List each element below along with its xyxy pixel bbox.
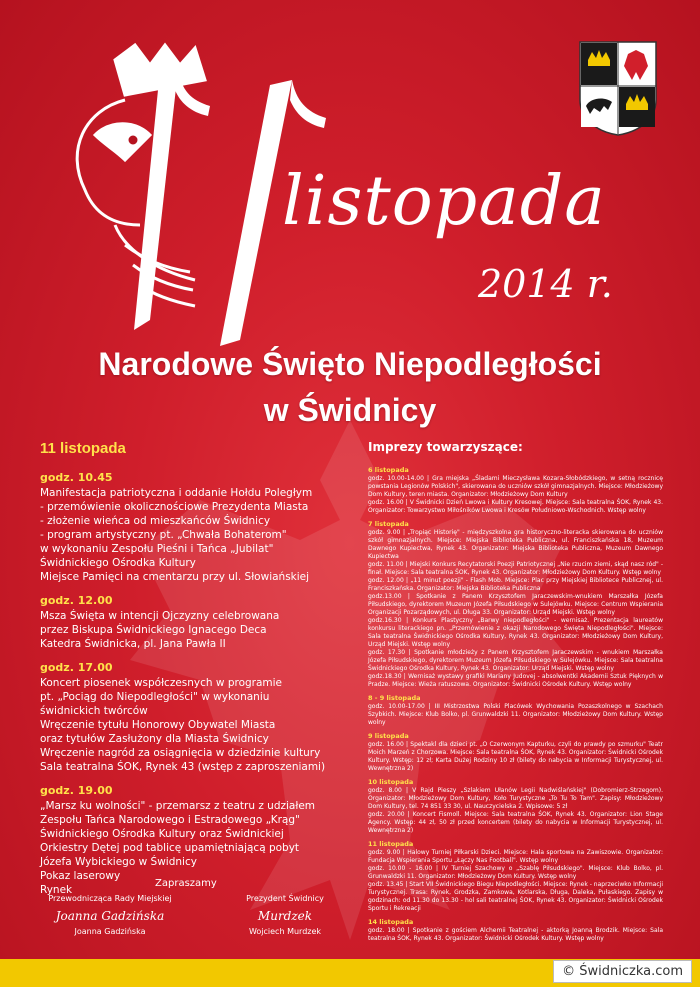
- event-line: - program artystyczny pt. „Chwała Bohaterom": [40, 529, 287, 541]
- side-event-date: 8 - 9 listopada: [368, 694, 421, 702]
- event-line: Wręczenie tytułu Honorowy Obywatel Miasta: [40, 719, 276, 731]
- event-line: Rynek: [40, 884, 73, 896]
- event-line: - złożenie wieńca od mieszkańców Świdnicy: [40, 515, 271, 527]
- event-line: Koncert piosenek współczesnych w programie: [40, 677, 283, 689]
- main-program: [40, 440, 335, 907]
- side-event-day: [368, 694, 663, 727]
- signature-scrawl-right: Murdzek: [257, 909, 313, 923]
- side-event-item: godz.18.30 | Wernisaż wystawy grafiki Mariany Judovej - absolwentki Akademii Sztuk Pięknych w Pradze. Miejsce: Wieża ratuszowa. Organizator: Świdnicki Ośrodek Kultury. Wstęp wolny: [368, 673, 663, 688]
- side-event-item: godz. 9.00 | „Tropiąc Historię" - międzyszkolna gra historyczno-literacka skierowana do uczniów szkół gimnazjalnych. Miejsce: Miejska Biblioteka Publiczna, ul. Franciszkańska 18, Muzeum Dawnego Kupiectwa, Rynek 43. Organizator: Miejska Biblioteka Publiczna, Muzeum Dawnego Kupiectwa: [368, 529, 663, 560]
- event-line: Sala teatralna ŚOK, Rynek 43 (wstęp z zaproszeniami): [40, 761, 326, 773]
- event-time: godz. 12.00: [40, 594, 113, 607]
- side-event-day: [368, 840, 663, 913]
- event-line: „Marsz ku wolności" - przemarsz z teatru z udziałem: [40, 800, 316, 812]
- side-event-item: godz. 18.00 | Spotkanie z gościem Alchemii Teatralnej - aktorką Joanną Brodzik. Miejsce: Sala teatralna ŚOK, Rynek 43. Organizator: Świdnicki Ośrodek Kultury. Wstęp wolny: [368, 927, 663, 942]
- side-event-date: 7 listopada: [368, 520, 409, 528]
- program-date: 11 listopada: [40, 440, 126, 457]
- side-event-item: godz.16.30 | Konkurs Plastyczny „Barwy niepodległości" - wernisaż. Prezentacja laureatów konkursu literackiego pn. „Przemówienie z okazji Narodowego Święta Niepodległości". Miejsce: Sala teatralna Świdnickiego Ośrodka Kultury, Rynek 43. Organizator: Młodzieżowy Dom Kultury, Urząd Miejski. Wstęp wolny: [368, 617, 663, 648]
- signature-role-right: Prezydent Świdnicy: [246, 894, 324, 903]
- event-line: Świdnickiego Ośrodka Kultury oraz Świdnickiej: [40, 828, 284, 840]
- event-line: Msza Święta w intencji Ojczyzny celebrowana: [40, 610, 280, 622]
- side-event-item: godz.13.00 | Spotkanie z Panem Krzysztofem Jaraczewskim-wnukiem Marszałka Józefa Piłsudskiego, dyrektorem Muzeum Józefa Piłsudskiego w Sulejówku. Miejsce: Centrum Wspierania Organizacji Pozarządowych, ul. Długa 33. Organizator: Urząd Miejski. Wstęp wolny: [368, 593, 663, 616]
- watermark-credit: © Świdniczka.com: [553, 960, 692, 983]
- title-listopada: listopada: [282, 162, 606, 241]
- event-line: - przemówienie okolicznościowe Prezydenta Miasta: [40, 501, 309, 513]
- title-year: 2014 r.: [478, 262, 613, 306]
- side-event-item: godz. 16.00 | Spektakl dla dzieci pt. „O Czerwonym Kapturku, czyli do prawdy po szmurku" Teatr Moich Marzeń z Chorzowa. Miejsce: Sala teatralna ŚOK, Rynek 43. Organizator: Świdnicki Ośrodek Kultury. Wstęp: 12 zł; Karta Dużej Rodziny 10 zł (bilety do nabycia w Informacji Turystycznej, ul. Wewnętrzna 2): [368, 741, 663, 772]
- side-event-item: godz. 11.00 | Miejski Konkurs Recytatorski Poezji Patriotycznej „Nie rzucim ziemi, skąd nasz ród" - finał. Miejsce: Sala teatralna ŚOK, Rynek 43. Organizator: Młodzieżowy Dom Kultury. Wstęp wolny: [368, 561, 663, 576]
- event-line: Świdnickiego Ośrodka Kultury: [40, 557, 196, 569]
- side-event-date: 6 listopada: [368, 466, 409, 474]
- event-line: Józefa Wybickiego w Świdnicy: [40, 856, 197, 868]
- event-line: pt. „Pociąg do Niepodległości" w wykonaniu: [40, 691, 270, 703]
- event-time: godz. 19.00: [40, 784, 113, 797]
- side-event-day: [368, 520, 663, 689]
- event-line: Katedra Świdnicka, pl. Jana Pawła II: [40, 638, 226, 650]
- event-line: w wykonaniu Zespołu Pieśni i Tańca „Jubilat": [40, 543, 274, 555]
- event-line: oraz tytułów Zasłużony dla Miasta Świdnicy: [40, 733, 269, 745]
- side-event-date: 9 listopada: [368, 732, 409, 740]
- event-line: Miejsce Pamięci na cmentarzu przy ul. Słowiańskiej: [40, 571, 310, 583]
- side-event-date: 10 listopada: [368, 778, 414, 786]
- side-event-item: godz. 20.00 | Koncert Fismoll. Miejsce: Sala teatralna ŚOK, Rynek 43. Organizator: Lion Stage Agency. Wstęp: 44 zł, 50 zł przed koncertem (bilety do nabycia w Informacji Turystycznej, ul. Wewnętrzna 2): [368, 811, 663, 834]
- side-event-day: [368, 778, 663, 835]
- signature-block-right: [225, 894, 345, 936]
- program-events: [40, 471, 335, 897]
- program-event: [40, 471, 335, 584]
- headline-city: w Świdnicy: [263, 392, 437, 428]
- side-event-item: godz. 16.00 | V Świdnicki Dzień Lwowa i Kultury Kresowej. Miejsce: Sala teatralna ŚOK, Rynek 43. Organizator: Towarzystwo Miłośników Lwowa i Kresów Południowo-Wschodnich. Wstęp wolny: [368, 499, 663, 514]
- side-event-day: [368, 732, 663, 773]
- headline-main: Narodowe Święto Niepodległości: [98, 346, 602, 382]
- side-event-date: 14 listopada: [368, 918, 414, 926]
- event-time: godz. 17.00: [40, 661, 113, 674]
- event-line: Zespołu Tańca Narodowego i Estradowego „Krąg": [40, 814, 300, 826]
- side-event-item: godz. 12.00 | „11 minut poezji" - Flash Mob. Miejsce: Plac przy Miejskiej Bibliotece Publicznej, ul. Franciszkańska. Organizator: Miejska Biblioteka Publiczna: [368, 577, 663, 592]
- event-line: świdnickich twórców: [40, 705, 148, 717]
- side-event-item: godz. 17.30 | Spotkanie młodzieży z Panem Krzysztofem Jaraczewskim - wnukiem Marszałka Józefa Piłsudskiego, dyrektorem Muzeum Józefa Piłsudskiego w Sulejówku. Miejsce: Sala teatralna Świdnickiego Ośrodka Kultury, Rynek 43. Organizator: Urząd Miejski. Wstęp wolny: [368, 649, 663, 672]
- side-event-item: godz. 10.00-14.00 | Gra miejska „Śladami Mieczysława Kozara-Słobódzkiego, w setną rocznicę powstania Legionów Polskich", skierowana do uczniów szkół gimnazjalnych. Miejsce: Młodzieżowy Dom Kultury, teren miasta. Organizator: Młodzieżowy Dom Kultury: [368, 475, 663, 498]
- side-event-item: godz. 10.00 - 16.00 | IV Turniej Szachowy o „Szablę Piłsudskiego". Miejsce: Klub Bolko, pl. Grunwaldzki 11. Organizator: Młodzieżowy Dom Kultury. Wstęp wolny: [368, 865, 663, 880]
- invitation-heading: Zapraszamy: [155, 878, 217, 889]
- program-event: [40, 594, 335, 651]
- event-line: przez Biskupa Świdnickiego Ignacego Deca: [40, 624, 267, 636]
- side-event-item: godz. 9.00 | Halowy Turniej Piłkarski Dzieci. Miejsce: Hala sportowa na Zawiszowie. Organizator: Fundacja Wspierania Sportu „Łączy Nas Football". Wstęp wolny: [368, 849, 663, 864]
- side-event-day: [368, 918, 663, 943]
- event-line: Pokaz laserowy: [40, 870, 121, 882]
- signature-role-left: Przewodnicząca Rady Miejskiej: [48, 894, 172, 903]
- signature-block-left: [40, 894, 180, 936]
- program-event: [40, 661, 335, 774]
- signature-scrawl-left: Joanna Gadzińska: [55, 909, 165, 923]
- side-event-day: [368, 466, 663, 515]
- signature-name-right: Wojciech Murdzek: [248, 927, 322, 936]
- coat-of-arms-icon: [578, 40, 658, 136]
- event-line: Manifestacja patriotyczna i oddanie Hołdu Poległym: [40, 487, 313, 499]
- side-events-days: [368, 466, 663, 943]
- event-time: godz. 10.45: [40, 471, 113, 484]
- signature-name-left: Joanna Gadzińska: [74, 927, 146, 936]
- side-events-title: Imprezy towarzyszące:: [368, 440, 523, 454]
- side-event-date: 11 listopada: [368, 840, 414, 848]
- side-event-item: godz. 8.00 | V Rajd Pieszy „Szlakiem Ułanów Legii Nadwiślańskiej" (Dobromierz-Strzegom). Organizator: Młodzieżowy Dom Kultury, Koło Turystyczne „To Tu To Tam". Zapisy: Młodzieżowy Dom Kultury, tel. 74 851 33 30, ul. Nauczycielska 2. Wpisowe: 5 zł: [368, 787, 663, 810]
- side-events: [368, 440, 663, 948]
- side-event-item: godz. 10.00-17.00 | III Mistrzostwa Polski Placówek Wychowania Pozaszkolnego w Szachach Szybkich. Miejsce: Klub Bolko, pl. Grunwaldzki 11. Organizator: Młodzieżowy Dom Kultury. Wstęp wolny: [368, 703, 663, 726]
- event-line: Wręczenie nagród za osiągnięcia w dziedzinie kultury: [40, 747, 321, 759]
- side-event-item: godz. 13.45 | Start VII Świdnickiego Biegu Niepodległości. Miejsce: Rynek - naprzeciwko Informacji Turystycznej. Trasa: Rynek, Grodzka, Zamkowa, Kotlarska, Długa, Daleka, Pułaskiego. Zapisy w godzinach: od 11.30 do 13.30 - hol sali teatralnej ŚOK, Rynek 43. Organizator: Świdnicki Ośrodek Sportu i Rekreacji: [368, 881, 663, 912]
- event-line: Orkiestry Dętej pod tablicę upamiętniającą pobyt: [40, 842, 300, 854]
